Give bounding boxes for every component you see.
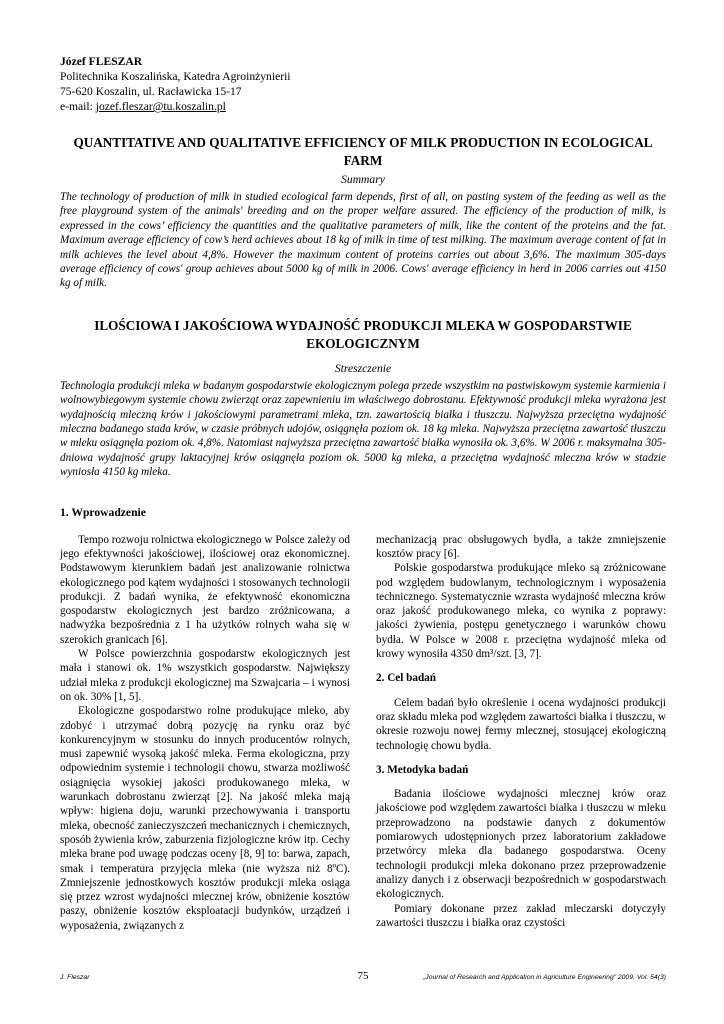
email-label: e-mail:	[60, 100, 93, 113]
author-institution: Politechnika Koszalińska, Katedra Agroinżynierii	[60, 70, 291, 83]
paragraph: mechanizacją prac obsługowych bydła, a także zmniejszenie kosztów pracy [6].	[376, 533, 666, 560]
author-address: 75-620 Koszalin, ul. Racławicka 15-17	[60, 85, 242, 98]
two-column-body	[60, 533, 666, 933]
email-link[interactable]: jozef.fleszar@tu.koszalin.pl	[95, 100, 226, 113]
paragraph: W Polsce powierzchnia gospodarstw ekologicznych jest mała i stanowi ok. 1% wszystkich gospodarstw. Największy udział mleka z produkcji ekologicznej ma Szwajcaria – i wynosi on ok. 30% [1, 5].	[60, 648, 350, 703]
goal-heading: 2. Cel badań	[376, 672, 436, 685]
footer-journal: „Journal of Research and Application in Agriculture Engineering” 2009, Vol. 54(3)	[423, 974, 666, 981]
right-column	[376, 533, 666, 933]
polish-abstract: Technologia produkcji mleka w badanym gospodarstwie ekologicznym polega przede wszystkim na pastwiskowym systemie karmienia i wolnowybiegowym systemie chowu zwierząt oraz zapewnieniu im właściwego dobrostanu. Efektywność produkcji mleka wyrażona jest wydajnością mleczną krów i jakościowymi parametrami mleka, tzn. zawartością białka i tłuszczu. Najwyższa przeciętna wydajność mleczna badanego stada krów, w czasie próbnych udojów, osiągnęła poziom ok. 18 kg mleka. Najwyższa przeciętna zawartość tłuszczu w mleku osiągnęła poziom ok. 4,8%. Natomiast najwyższa przeciętna zawartość białka wynosiła ok. 3,6%. W 2006 r. maksymalna 305-dniowa wydajność grupy laktacyjnej krów osiągnęła poziom ok. 5000 kg mleka, a przeciętna wydajność mleczna krów w stadzie wyniosła 4150 kg mleka.	[60, 379, 666, 479]
author-email-line	[60, 99, 666, 114]
paper-page	[60, 54, 666, 933]
english-summary-label: Summary	[341, 173, 385, 186]
english-abstract: The technology of production of milk in studied ecological farm depends, first of all, on pasting system of the feeding as well as the free playground system of the animals' breeding and on the proper welfare assured. The efficiency of the production of milk, is expressed in the cows’ efficiency the quantities and the qualitative parameters of milk, like the content of the proteins and the fat. Maximum average efficiency of cow’s herd achieves about 18 kg of milk in time of test milking. The maximum average content of fat in milk achieves the level about 4,8%. However the maximum content of proteins carries out about 3,6%. The maximum 305-days average efficiency of cows' group achieves about 5000 kg of milk in 2006. Cows' average efficiency in herd in 2006 carries out 4150 kg of milk.	[60, 191, 666, 290]
author-name: Józef FLESZAR	[60, 55, 143, 68]
paragraph: Celem badań było określenie i ocena wydajności produkcji oraz składu mleka pod względem zawartości białka i tłuszczu, w okresie rozwoju nowej fermy mlecznej, stosującej ekologiczną technologię chowu bydła.	[376, 696, 666, 752]
paragraph: Tempo rozwoju rolnictwa ekologicznego w Polsce zależy od jego efektywności jakościowej, ilościowej oraz ekonomicznej. Podstawowym kierunkiem badań jest analizowanie rolnictwa ekologicznego pod kątem wydajności i stosowanych technologii produkcji. Z badań wynika, że efektywność ekonomiczna gospodarstw ekologicznych jest bardzo zróżnicowana, a nadwyżka bezpośrednia z 1 ha użytków rolnych waha się w szerokich granicach [6].	[60, 533, 350, 646]
paragraph: Polskie gospodarstwa produkujące mleko są zróżnicowane pod względem budowlanym, technologicznym i wyposażenia technicznego. Systematycznie wzrasta wydajność mleczna krów oraz jakość produkowanego mleka, co wynika z poprawy: jakości żywienia, postępu genetycznego i warunków chowu bydła. W Polsce w 2008 r. przeciętna wydajność mleka od krowy wynosiła 4350 dm³/szt. [3, 7].	[376, 562, 666, 661]
polish-title: ILOŚCIOWA I JAKOŚCIOWA WYDAJNOŚĆ PRODUKCJI MLEKA W GOSPODARSTWIE EKOLOGICZNYM	[94, 317, 632, 351]
polish-summary-label: Streszczenie	[334, 361, 392, 375]
page-number: 75	[357, 970, 369, 982]
left-column	[60, 533, 350, 933]
paragraph: Badania ilościowe wydajności mlecznej krów oraz jakościowe pod względem zawartości białka i tłuszczu w mleku przeprowadzono na podstawie danych z dokumentów pomiarowych udostępnionych przez laboratorium zakładowe przetwórcy mleka dla badanego gospodarstwa. Oceny technologii produkcji mleka dokonano przez przeprowadzenie analizy danych i z obserwacji bezpośrednich w gospodarstwach ekologicznych.	[376, 788, 666, 901]
intro-heading: 1. Wprowadzenie	[60, 505, 146, 519]
footer-author: J. Fleszar	[60, 974, 90, 981]
author-block	[60, 54, 666, 114]
paragraph: Pomiary dokonane przez zakład mleczarski dotyczyły zawartości tłuszczu i białka oraz czystości	[376, 902, 666, 929]
paragraph: Ekologiczne gospodarstwo rolne produkujące mleko, aby zdobyć i utrzymać dobrą pozycję na rynku oraz być konkurencyjnym w stosunku do innych producentów rolnych, musi zapewnić wysoką jakość mleka. Ferma ekologiczna, przy odpowiednim systemie i technologii chowu, stwarza możliwość osiągnięcia wysokiej jakości produkowanego mleka, w warunkach dobrostanu zwierząt [2]. Na jakość mleka mają wpływ: higiena doju, warunki przechowywania i transportu mleka, obecność zanieczyszczeń mechanicznych i chemicznych, sposób żywienia krów, zaburzenia fizjologiczne krów itp. Cechy mleka brane pod uwagę podczas oceny [8, 9] to: barwa, zapach, smak i temperatura przyjęcia mleka (nie wyższa niż 8ºC). Zmniejszenie jednostkowych kosztów produkcji mleka osiąga się przez wzrost wydajności mlecznej krów, obniżenie kosztów paszy, obniżenie kosztów eksploatacji budynków, urządzeń i wyposażenia, związanych z	[60, 705, 350, 932]
english-title: QUANTITATIVE AND QUALITATIVE EFFICIENCY OF MILK PRODUCTION IN ECOLOGICAL FARM	[73, 135, 653, 168]
method-heading: 3. Metodyka badań	[376, 763, 469, 776]
